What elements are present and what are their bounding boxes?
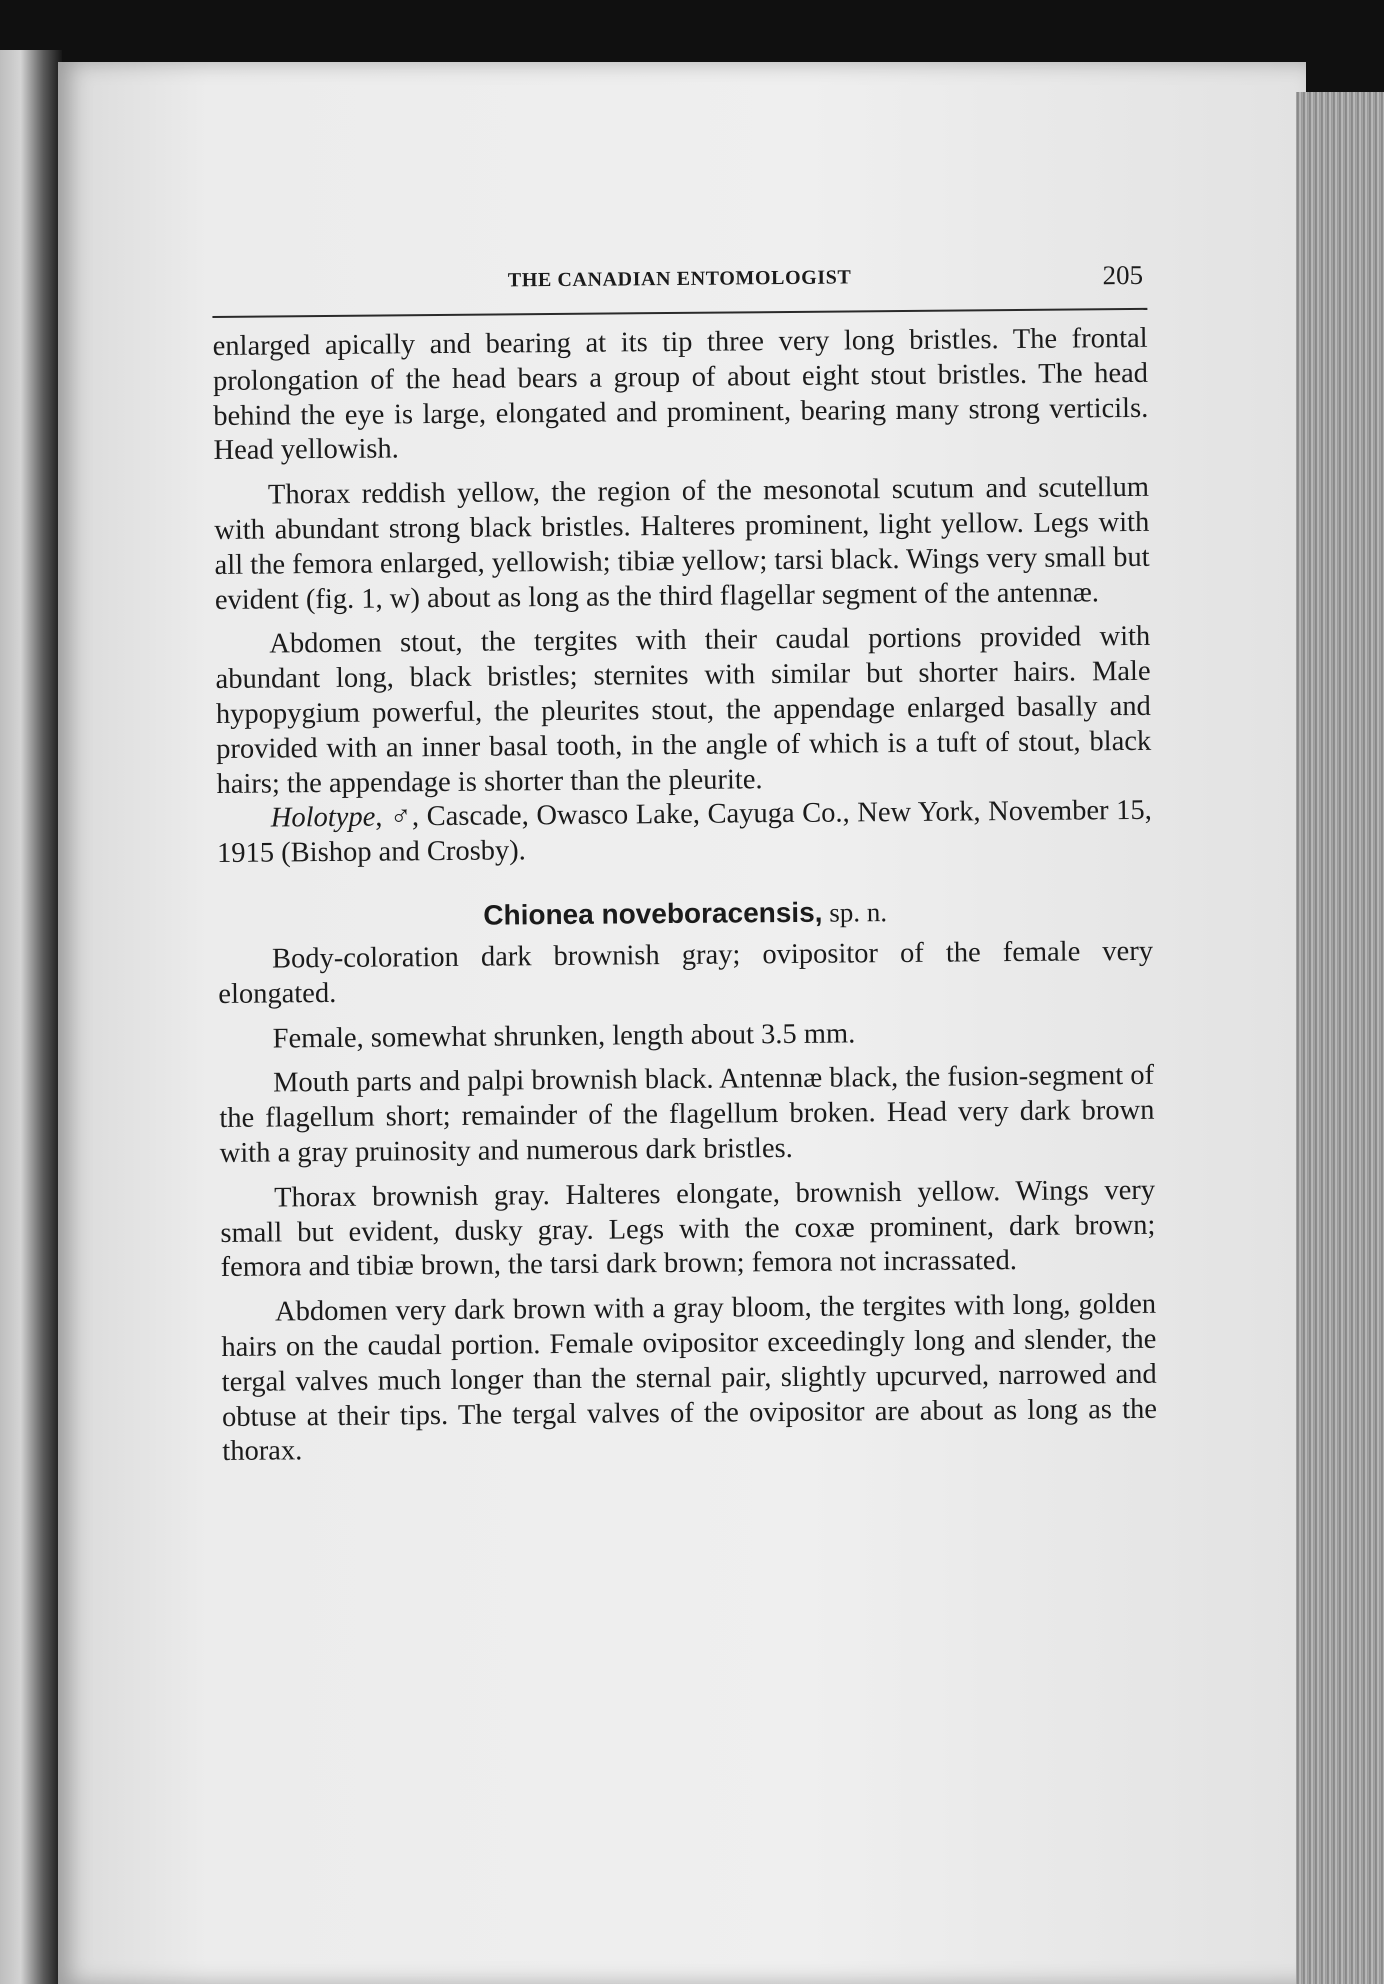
holotype-label: Holotype <box>270 801 376 834</box>
holotype-text: , ♂, Cascade, Owasco Lake, Cayuga Co., New York, November 15, 1915 (Bishop and Crosby). <box>216 795 1152 870</box>
paragraph-body-coloration: Body-coloration dark brownish gray; ovipositor of the female very elongated. <box>218 935 1154 1010</box>
paragraph-head-description: enlarged apically and bearing at its tip three very long bristles. The frontal prolongation of the head bears a group of about eight stout bristles. The head behind the eye is large, elongated and prominent, bearing many strong verticils. Head yellowish. <box>212 322 1149 467</box>
species-suffix: sp. n. <box>822 897 888 928</box>
species-name: Chionea noveboracensis, <box>483 896 823 931</box>
paragraph-thorax-female: Thorax brownish gray. Halteres elongate, brownish yellow. Wings very small but evident, dusky gray. Legs with the coxæ prominent, dark brown; femora and tibiæ brown, the tarsi dark brown; femora not incrassated. <box>220 1174 1156 1284</box>
page-content <box>212 260 1157 1470</box>
page-header <box>212 260 1147 308</box>
running-head: THE CANADIAN ENTOMOLOGIST <box>507 266 852 292</box>
paragraph-abdomen: Abdomen stout, the tergites with their caudal portions provided with abundant long, black bristles; sternites with similar but shorter hairs. Male hypopygium powerful, the pleurites stout, the appendage enlarged basally and provided with an inner basal tooth, in the angle of which is a tuft of stout, black hairs; the appendage is shorter than the pleurite. <box>215 621 1152 800</box>
paragraph-mouth-parts: Mouth parts and palpi brownish black. Antennæ black, the fusion-segment of the flagellum short; remainder of the flagellum broken. Head very dark brown with a gray pruinosity and numerous dark bristles. <box>219 1060 1155 1169</box>
left-page-edge <box>0 50 62 1984</box>
species-heading <box>218 894 1153 935</box>
page-stack-edge <box>1296 92 1384 1984</box>
paragraph-female-size: Female, somewhat shrunken, length about 3.5 mm. <box>272 1017 856 1055</box>
paragraph-holotype <box>217 794 1153 872</box>
page-number: 205 <box>1102 259 1144 291</box>
paragraph-thorax: Thorax reddish yellow, the region of the mesonotal scutum and scutellum with abundant strong black bristles. Halteres prominent, light yellow. Legs with all the femora enlarged, yellowish; tibiæ yellow; tarsi black. Wings very small but evident (fig. 1, w) about as long as the third flagellar segment of the antennæ. <box>214 472 1150 616</box>
header-rule <box>212 308 1147 318</box>
paragraph-abdomen-female: Abdomen very dark brown with a gray bloom, the tergites with long, golden hairs on the caudal portion. Female ovipositor exceedingly long and slender, the tergal valves much longer than the sternal pair, slightly upcurved, narrowed and obtuse at their tips. The tergal valves of the ovipositor are about as long as the thorax. <box>221 1288 1158 1468</box>
